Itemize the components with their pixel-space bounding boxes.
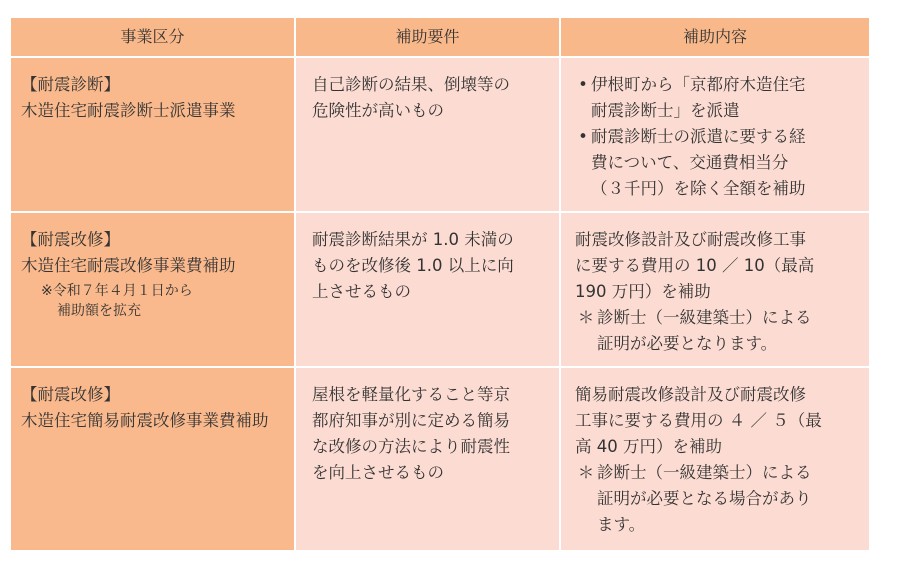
asterisk-mark: ＊ bbox=[577, 308, 595, 327]
row3-name: 木造住宅簡易耐震改修事業費補助 bbox=[21, 411, 269, 430]
row2-requirement-line: 上させるもの bbox=[312, 282, 411, 301]
row3-content-line: 高 40 万円）を補助 bbox=[575, 437, 722, 456]
row3-requirement-cell bbox=[296, 368, 561, 552]
row2-category-cell bbox=[11, 213, 296, 368]
row2-note bbox=[21, 281, 286, 321]
header-content: 補助内容 bbox=[561, 18, 869, 58]
row1-bullet bbox=[575, 72, 861, 124]
row1-requirement-line: 危険性が高いもの bbox=[312, 101, 444, 120]
subsidy-table bbox=[11, 18, 869, 552]
row1-content-cell bbox=[561, 58, 869, 213]
row2-content-line: 190 万円）を補助 bbox=[575, 282, 711, 301]
row2-content-cell bbox=[561, 213, 869, 368]
row3-requirement-line: を向上させるもの bbox=[312, 463, 444, 482]
row1-bullet bbox=[575, 124, 861, 202]
header-requirement: 補助要件 bbox=[296, 18, 561, 58]
row3-category-cell bbox=[11, 368, 296, 552]
row3-requirement-line: 都府知事が別に定める簡易 bbox=[312, 411, 510, 430]
row2-requirement-line: ものを改修後 1.0 以上に向 bbox=[312, 256, 514, 275]
row1-bullet-line: 耐震診断士」を派遣 bbox=[591, 101, 740, 120]
row1-bullet-line: （３千円）を除く全額を補助 bbox=[591, 179, 806, 198]
row2-asterisk-line: 証明が必要となります。 bbox=[597, 334, 778, 353]
row2-content-line: 耐震改修設計及び耐震改修工事 bbox=[575, 230, 806, 249]
row1-bullet-line: 費について、交通費相当分 bbox=[591, 153, 789, 172]
row3-asterisk-line: 診断士（一級建築士）による bbox=[597, 463, 812, 482]
row1-category: 【耐震診断】 bbox=[21, 75, 120, 94]
row1-requirement-line: 自己診断の結果、倒壊等の bbox=[312, 75, 510, 94]
row1-bullet-line: 伊根町から「京都府木造住宅 bbox=[591, 75, 806, 94]
header-category: 事業区分 bbox=[11, 18, 296, 58]
row2-name: 木造住宅耐震改修事業費補助 bbox=[21, 256, 236, 275]
row1-requirement-cell bbox=[296, 58, 561, 213]
row3-content-cell bbox=[561, 368, 869, 552]
row2-note-line: 補助額を拡充 bbox=[57, 303, 141, 319]
row3-requirement-line: な改修の方法により耐震性 bbox=[312, 437, 510, 456]
row3-requirement-line: 屋根を軽量化すること等京 bbox=[312, 385, 510, 404]
row2-category: 【耐震改修】 bbox=[21, 230, 120, 249]
asterisk-mark: ＊ bbox=[577, 463, 595, 482]
row3-category: 【耐震改修】 bbox=[21, 385, 120, 404]
row2-asterisk-line: 診断士（一級建築士）による bbox=[597, 308, 812, 327]
row2-requirement-cell bbox=[296, 213, 561, 368]
row1-name: 木造住宅耐震診断士派遣事業 bbox=[21, 101, 236, 120]
row3-asterisk-note bbox=[575, 460, 861, 538]
row2-requirement-line: 耐震診断結果が 1.0 未満の bbox=[312, 230, 514, 249]
row1-bullet-line: 耐震診断士の派遣に要する経 bbox=[591, 127, 806, 146]
row2-content-line: に要する費用の 10 ／ 10（最高 bbox=[575, 256, 815, 275]
bullet-mark: • bbox=[578, 75, 588, 94]
row3-asterisk-line: ます。 bbox=[597, 515, 646, 534]
row3-asterisk-line: 証明が必要となる場合があり bbox=[597, 489, 812, 508]
row2-note-line: ※令和７年４月１日から bbox=[41, 283, 193, 299]
row1-category-cell bbox=[11, 58, 296, 213]
row3-content-line: 工事に要する費用の ４ ／ ５（最 bbox=[575, 411, 822, 430]
bullet-mark: • bbox=[578, 127, 588, 146]
row3-content-line: 簡易耐震改修設計及び耐震改修 bbox=[575, 385, 806, 404]
row2-asterisk-note bbox=[575, 305, 861, 357]
